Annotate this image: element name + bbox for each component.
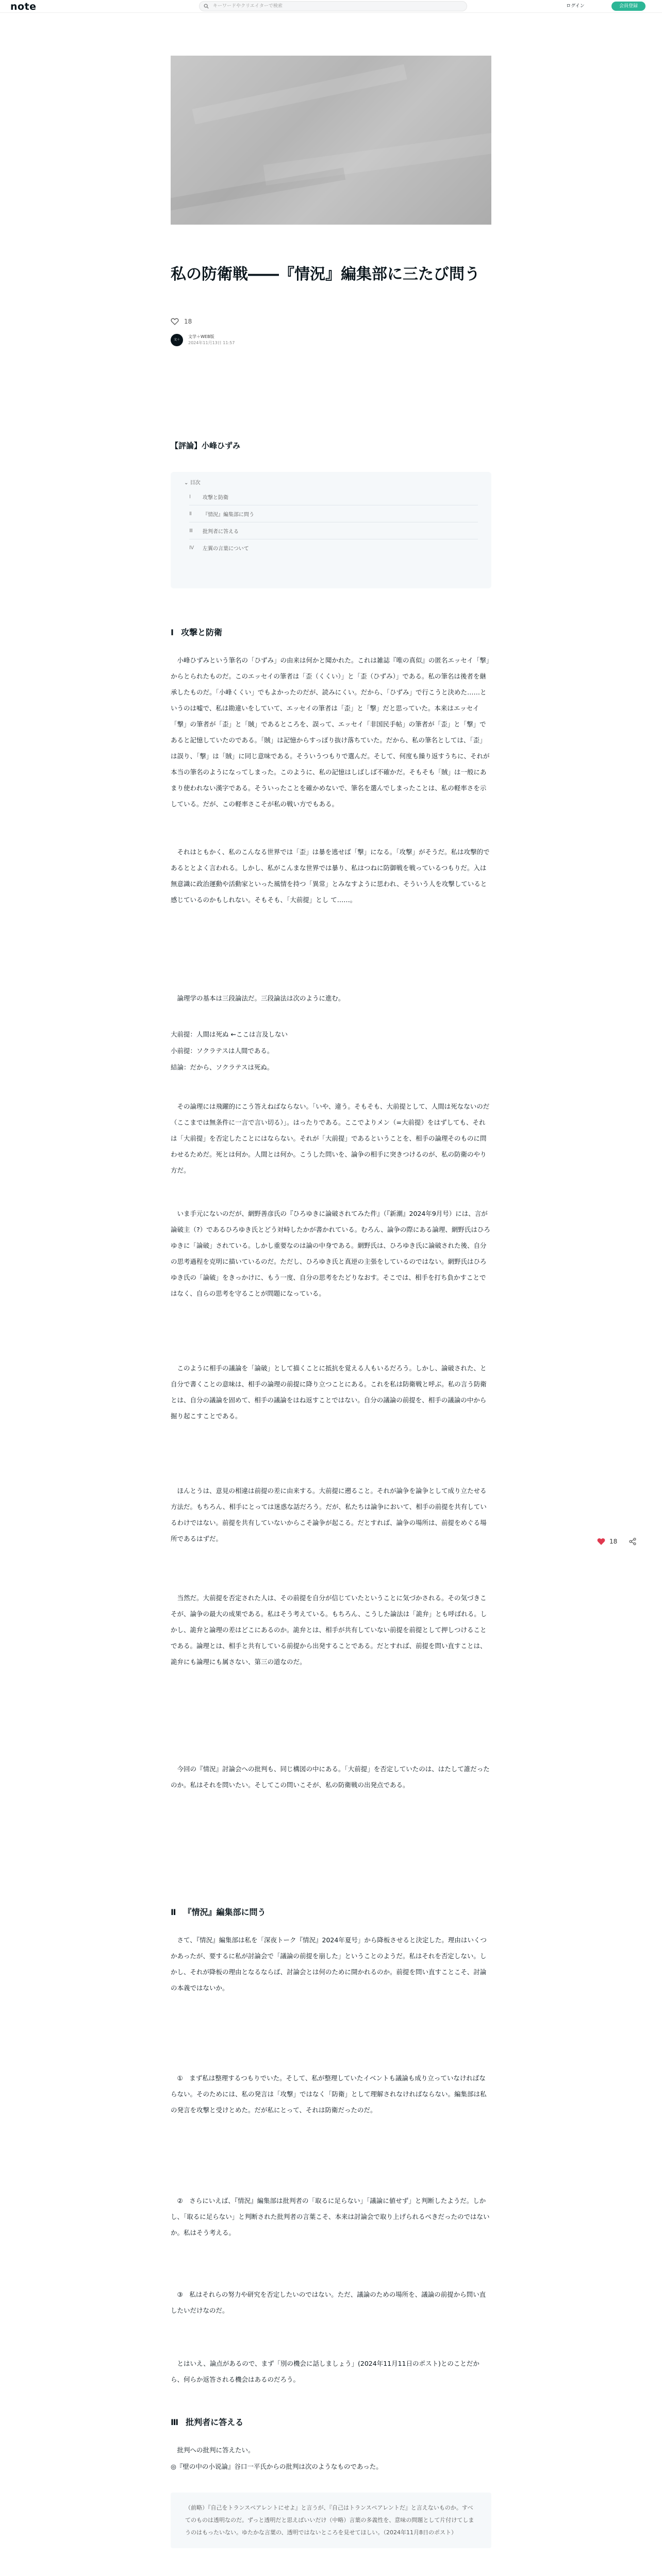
syllogism-line: 大前提：人間は死ぬ ←ここは言及しない [171,1030,288,1038]
author-block[interactable] [171,334,235,346]
paragraph: ほんとうは、意見の相違は前提の差に由来する。大前提に遡ること。それが論争を論争として成り立たせる方法だ。もちろん、相手にとっては迷惑な話だろう。だが、私たちは論争において、相手の前提を共有しているわけではない。前提を共有していないからこそ論争が起こる。だとすれば、論争の場所は、前提をめぐる場所であるはずだ。 [171,1487,487,1543]
signup-button[interactable]: 会員登録 [611,2,646,11]
review-tag: 【評論】小峰ひずみ [171,441,241,450]
table-of-contents [171,472,491,588]
section-heading: Ⅲ 批判者に答える [171,2417,244,2427]
paragraph: このように相手の議論を「論破」として描くことに抵抗を覚える人もいるだろう。しかし、論破された、と自分で書くことの意味は、相手の論理の前提に降り立つことにある。これを私は防衛戦と呼ぶ。私の言う防衛とは、自分の議論を固めて、相手の議論をはね返すことではない。自分の議論の前提を、相手の議論の中から掘り起こすことである。 [171,1364,487,1420]
paragraph: さて、『情況』編集部は私を「深夜トーク『情況』2024年夏号」から降板させると決定した。理由はいくつかあったが、要するに私が討論会で「議論の前提を崩した」ということのようだ。私はそれを否定しない。しかし、それが降板の理由となるならば、討論会とは何のために開かれるのか。前提を問い直すことこそ、討論の本義ではないか。 [171,1936,487,1992]
like-count: 18 [184,318,192,325]
syllogism-line: 小前提：ソクラテスは人間である。 [171,1047,274,1055]
paragraph: 当然だ。大前提を否定された人は、その前提を自分が信じていたということに気づかされる。その気づきこそが、論争の最大の成果である。私はそう考えている。もちろん、こうした論法は「詭弁」とも呼ばれる。しかし、詭弁と論理の差はどこにあるのか。詭弁とは、相手が共有していない前提を前提として押しつけることである。論理とは、相手と共有している前提から出発することである。だとすれば、前提を問い直すことは、詭弁にも論理にも属さない、第三の道なのだ。 [171,1594,487,1666]
like-area[interactable] [171,317,192,326]
toc-item-2[interactable]: Ⅱ 『情況』編集部に問う [189,505,478,522]
avatar[interactable]: 文＋ [171,334,183,346]
quote-block: （前略）『自己をトランスペアレントにせよ』と言うが、『自己はトランスペアレントだ』と言えないものか。すべてのものは透明なのだ。ずっと透明だと思えばいいだけ（中略）言葉の多義性を、意味の問題として片付けてしまうのはもったいない。ゆたかな言葉の、透明ではないところを見せてほしい。（2024年11月8日のポスト） [171,2493,491,2548]
toc-heading[interactable]: ⌄ 目次 [184,480,201,486]
search-input[interactable] [212,3,461,9]
paragraph: それはともかく、私のこんなる世界では「歪」は暴を逃せば「撃」になる。「攻撃」がそうだ。私は攻撃的であるととよく言われる。しかし、私がこんまな世界では暴り、私はつねに防御戦を戦っているつもりだ。入は無意識に政治運動や活動家といった風情を持つ「異常」とみなすように思われ、そういう人を攻撃していると感じているのかもしれない。そもそも、「大前提」とし て……。 [171,848,490,904]
post-date: 2024年11月13日 11:57 [188,341,235,345]
article-title: 私の防衛戦――『情況』編集部に三たび問う [171,265,480,283]
search-icon [204,4,209,9]
paragraph: 論理学の基本は三段論法だ。三段論法は次のように進む。 [171,994,345,1002]
heart-icon[interactable] [171,317,179,326]
heart-icon[interactable] [597,1537,605,1546]
floating-actions [597,1537,637,1546]
paragraph: 小峰ひずみという筆名の「ひずみ」の由来は何かと聞かれた。これは雑誌『唯の真似』の匿名エッセイ「撃」からとられたものだ。このエッセイの筆者は「歪（くくい）」と「歪（ひずみ）」である。私の筆名は後者を継承したものだ。「小峰くくい」でもよかったのだが、読みにくい。だから、「ひずみ」で行こうと決めた……というのは嘘で、私は勘違いをしていて、エッセイの筆者は「歪」と「撃」だと思っていた。本来はエッセイ「撃」の筆者が「歪」と「賊」であるところを、誤って、エッセイ「非国民手帖」の筆者が「歪」と「撃」であると記憶していたのである。「賊」は記憶からすっぽり抜け落ちていた。だから、私の筆名としては、「歪」は誤り、「撃」は「賊」に同じ意味である。そういうつもりで選んだ。そして、何度も繰り返すうちに、それが本当の筆名のようになってしまった。このように、私の記憶はしばしば不確かだ。そもそも「賊」は一般にあまり使われない漢字である。そういったことを確かめないで、筆名を選んでしまったことは、私の軽率さを示している。だが、この軽率さこそが私の戦い方でもある。 [171,656,490,808]
note-logo[interactable]: note [10,1,37,12]
syllogism-line: 結論：だから、ソクラテスは死ぬ。 [171,1063,274,1071]
share-icon[interactable] [628,1537,637,1546]
toc-item-1[interactable]: Ⅰ 攻撃と防衛 [189,488,478,505]
paragraph: ③ 私はそれらの努力や研究を否定したいのではない。ただ、議論のための場所を、議論の前提から問い直したいだけなのだ。 [171,2291,486,2314]
cover-image [171,56,491,225]
paragraph: とはいえ、論点があるので、まず「別の機会に話しましょう」(2024年11月11日のポスト)とのことだから、何らか返答される機会はあるのだろう。 [171,2360,479,2383]
chevron-down-icon: ⌄ [184,480,189,486]
paragraph: ① まず私は整理するつもりでいた。そして、私が整理していたイベントも議論も成り立っていなければならない。そのためには、私の発言は「攻撃」ではなく「防衛」として理解されなければならない。編集部は私の発言を攻撃と受けとめた。だが私にとって、それは防衛だったのだ。 [171,2074,487,2114]
section-heading: Ⅰ 攻撃と防衛 [171,628,222,637]
paragraph: ② さらにいえば、『情況』編集部は批判者の「取るに足らない」「議論に値せず」と判断したようだ。しかし、「取るに足らない」と判断された批判者の言葉こそ、本来は討論会で取り上げられるべきだったのではないか。私はそう考える。 [171,2197,490,2236]
login-button[interactable]: ログイン [566,4,585,9]
paragraph: いま手元にないのだが、網野善彦氏の『ひろゆきに論破されてみた件』（『新潮』2024年9月号）には、言が論破主（?）であるひろゆき氏とどう対峙したかが書かれている。むろん、論争の際にある論理、網野氏はひろゆきに「論破」されている。しかし重要なのは論の中身である。網野氏は、ひろゆき氏に論破された後、自分の思考過程を克明に描いているのだ。ただし、ひろゆき氏と真逆の主張をしているのではない。網野氏はひろゆき氏の「論破」をきっかけに、もう一度、自分の思考をたどりなおす。そこでは、相手を打ち負かすことではなく、自らの思考を守ることが問題になっている。 [171,1210,490,1297]
paragraph: 批判への批判に答えたい。 [171,2446,255,2454]
author-name[interactable]: 文学＋WEB版 [188,334,214,339]
paragraph: その論理には飛躍的にこう答えねばならない。「いや、違う。そもそも、大前提として、人間は死なないのだ（ここまでは無条件に一言で言い切る）」。はったりである。ここでよりメン（=大前提）をはずしても、それは「大前提」を否定したことにはならない。それが「大前提」であるということを、相手の論理そのものに問わせるためだ。死とは何か。人間とは何か。こうした問いを、論争の相手に突きつけるのが、私の防衛のやり方だ。 [171,1103,490,1174]
search-box[interactable] [199,1,467,11]
toc-item-4[interactable]: Ⅳ 左翼の言葉について [189,545,249,552]
paragraph: ◎『壁の中の小说論』谷口一平氏からの批判は次のようなものであった。 [171,2463,383,2470]
like-count: 18 [609,1538,618,1545]
toc-item-3[interactable]: Ⅲ 批判者に答える [189,522,478,539]
paragraph: 今回の『情況』討論会への批判も、同じ構図の中にある。「大前提」を否定していたのは、はたして誰だったのか。私はそれを問いたい。そしてこの問いこそが、私の防衛戦の出発点である。 [171,1765,490,1789]
section-heading: Ⅱ 『情況』編集部に問う [171,1907,266,1917]
site-header [0,0,662,13]
